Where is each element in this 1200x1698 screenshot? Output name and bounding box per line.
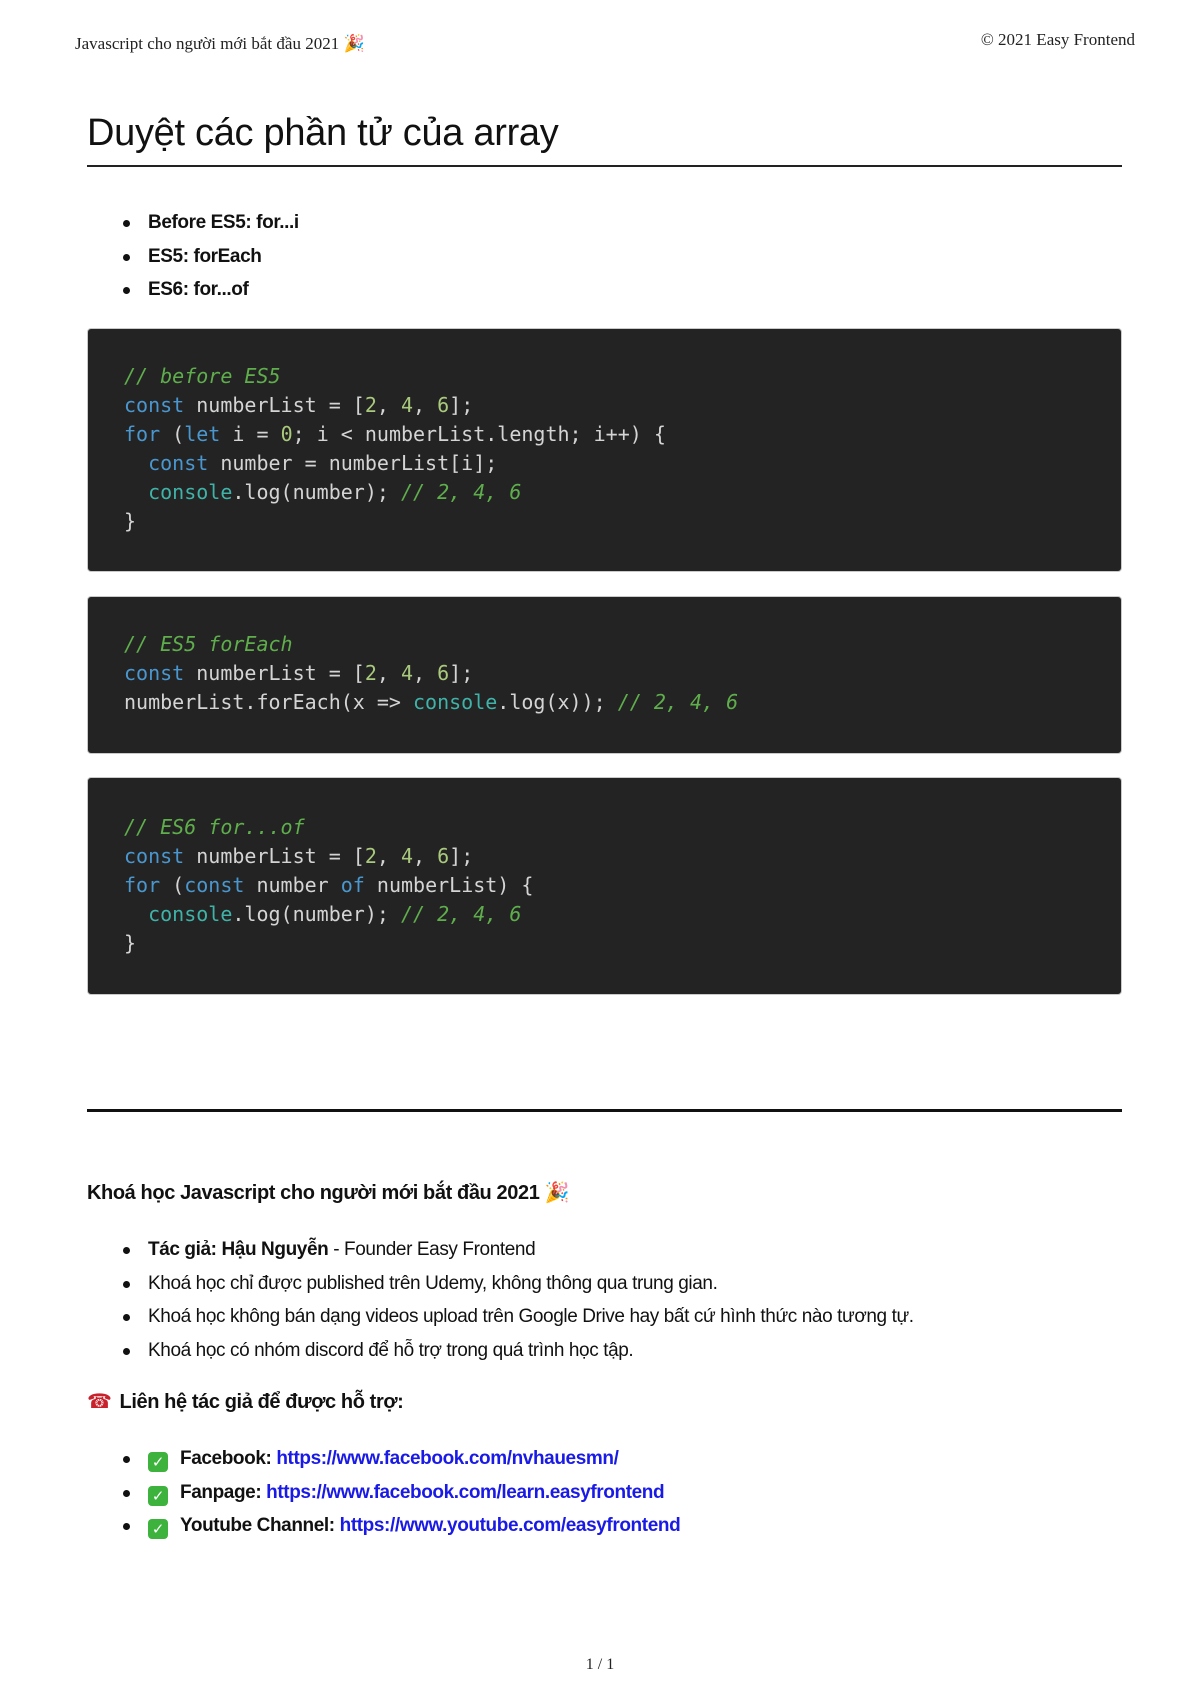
list-item: Khoá học chỉ được published trên Udemy, không thông qua trung gian. [148,1267,914,1301]
check-mark-icon: ✓ [148,1452,168,1472]
list-item: ES6: for...of [148,273,299,307]
code-line: const number = numberList[i]; [148,451,498,475]
page-title: Duyệt các phần tử của array [87,112,1122,167]
course-info-list [148,1233,914,1367]
code-line: } [124,509,137,533]
fanpage-link[interactable]: https://www.facebook.com/learn.easyfrontend [266,1481,665,1503]
page-number: 1 / 1 [585,1656,615,1673]
youtube-channel-link[interactable]: https://www.youtube.com/easyfrontend [339,1515,681,1536]
list-item-facebook: ✓ Facebook: https://www.facebook.com/nvhauesmn/ [148,1442,680,1476]
list-item: ES5: forEach [148,240,299,274]
check-mark-icon: ✓ [148,1519,168,1539]
code-line: for (let i = 0; i < numberList.length; i++) { [124,422,666,446]
code-line: const numberList = [2, 4, 6]; [124,844,474,868]
list-item-fanpage: ✓ Fanpage: https://www.facebook.com/learn.easyfrontend [148,1476,680,1510]
contact-heading: ☎ Liên hệ tác giả để được hỗ trợ: [87,1389,404,1413]
running-header [75,30,1135,54]
telephone-icon: ☎ [87,1389,112,1413]
list-item-youtube: ✓ Youtube Channel: https://www.youtube.com/easyfrontend [148,1509,680,1543]
check-mark-icon: ✓ [148,1486,168,1506]
list-item: Khoá học có nhóm discord để hỗ trợ trong quá trình học tập. [148,1334,914,1368]
code-line: console.log(number); // 2, 4, 6 [148,480,522,504]
code-line: } [124,931,137,955]
list-item-author: Tác giả: Hậu Nguyễn - Founder Easy Frontend [148,1233,914,1267]
code-line: const numberList = [2, 4, 6]; [124,661,474,685]
code-line: const numberList = [2, 4, 6]; [124,393,474,417]
code-line: // before ES5 [124,364,281,388]
header-course-title: Javascript cho người mới bắt đầu 2021 🎉 [75,34,365,54]
contact-links-list [148,1442,680,1543]
code-line: console.log(number); // 2, 4, 6 [148,902,522,926]
party-popper-icon: 🎉 [343,34,365,54]
code-line: for (const number of numberList) { [124,873,534,897]
code-line: // ES5 forEach [124,632,293,656]
code-block-before-es5 [87,328,1122,572]
code-line: numberList.forEach(x => console.log(x)); // 2, 4, 6 [124,690,739,714]
header-copyright: © 2021 Easy Frontend [980,30,1135,49]
facebook-link[interactable]: https://www.facebook.com/nvhauesmn/ [276,1448,619,1469]
section-divider [87,1109,1122,1112]
course-title: Khoá học Javascript cho người mới bắt đầu 2021 🎉 [87,1180,570,1204]
code-block-es5-foreach [87,596,1122,754]
list-item: Khoá học không bán dạng videos upload trên Google Drive hay bất cứ hình thức nào tương tự. [148,1300,914,1334]
party-popper-icon: 🎉 [544,1180,570,1204]
code-block-es6-for-of [87,777,1122,995]
loop-methods-list [148,206,299,307]
code-line: // ES6 for...of [124,815,305,839]
list-item: Before ES5: for...i [148,206,299,240]
